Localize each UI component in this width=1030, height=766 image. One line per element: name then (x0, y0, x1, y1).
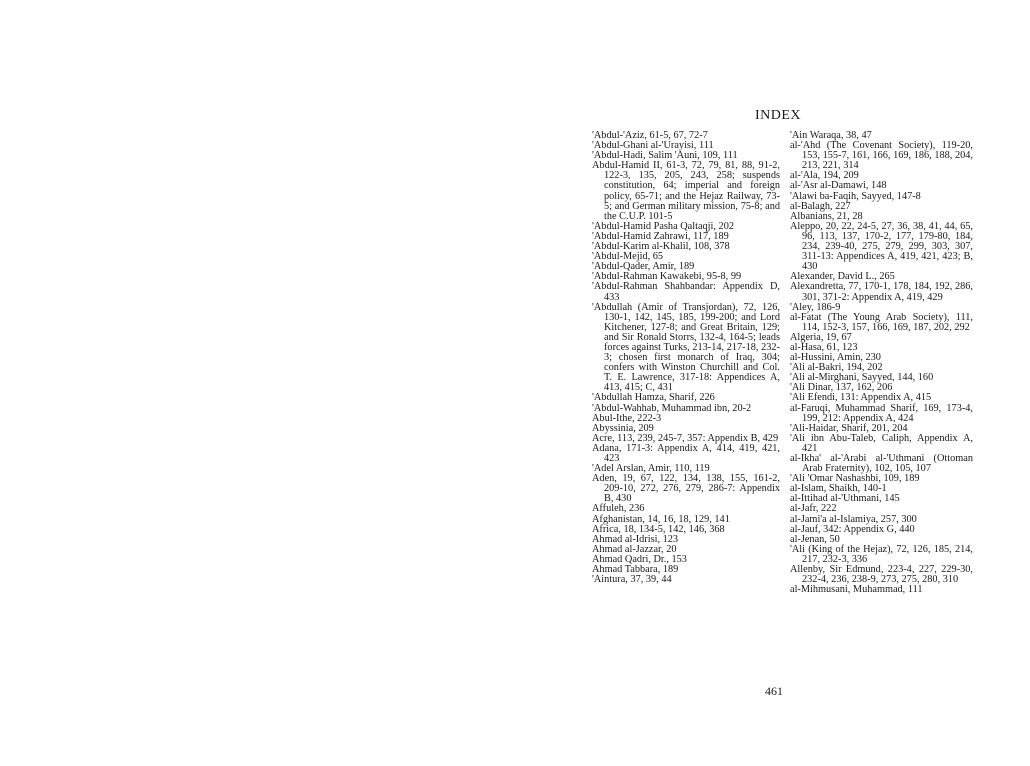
index-entry: Algeria, 19, 67 (790, 331, 852, 343)
index-entry: 'Abdul-Wahhab, Muhammad ibn, 20-2 (592, 402, 752, 414)
index-entry: 'Abdul-Rahman Shahbandar: Appendix D, 433 (592, 281, 780, 303)
index-entry: 'Ali al-Bakri, 194, 202 (790, 362, 883, 374)
index-column-left (592, 131, 780, 585)
index-entry: 'Alawi ba-Faqih, Sayyed, 147-8 (790, 190, 921, 202)
index-entry: Abyssinia, 209 (592, 422, 654, 434)
index-entry: Ahmad Tabbara, 189 (592, 564, 679, 576)
index-entry: 'Abdul-Ghani al-'Urayisi, 111 (592, 140, 714, 152)
index-entry: al-Fatat (The Young Arab Society), 111, 114, 152-3, 157, 166, 169, 187, 202, 292 (790, 311, 973, 333)
index-entry: Aden, 19, 67, 122, 134, 138, 155, 161-2, 209-10, 272, 276, 279, 286-7: Appendix B, 430 (592, 473, 780, 505)
page-number: 461 (765, 684, 783, 698)
index-entry: al-'Ala, 194, 209 (790, 170, 859, 182)
index-entry: al-Jenan, 50 (790, 533, 840, 545)
index-entry: al-'Ahd (The Covenant Society), 119-20, 153, 155-7, 161, 166, 169, 186, 188, 204, 213, 221, 314 (790, 140, 973, 172)
index-entry: 'Adel Arslan, Amir, 110, 119 (592, 463, 710, 475)
index-entry: 'Ali Dinar, 137, 162, 206 (790, 382, 893, 394)
index-column-right (790, 131, 973, 595)
index-entry: 'Abdul-Mejid, 65 (592, 251, 664, 263)
index-entry: al-Ikha' al-'Arabi al-'Uthmani (Ottoman Arab Fraternity), 102, 105, 107 (790, 453, 973, 475)
index-entry: 'Aintura, 37, 39, 44 (592, 574, 672, 586)
index-entry: al-Islam, Shaikh, 140-1 (790, 483, 887, 495)
index-entry: 'Abdul-Karim al-Khalil, 108, 378 (592, 241, 730, 253)
index-entry: 'Ain Waraqa, 38, 47 (790, 130, 872, 141)
page-title: INDEX (755, 108, 802, 123)
index-entry: al-Jafr, 222 (790, 503, 837, 515)
index-entry: Alexandretta, 77, 170-1, 178, 184, 192, 286, 301, 371-2: Appendix A, 419, 429 (790, 281, 973, 303)
index-entry: al-Hussini, Amin, 230 (790, 352, 881, 364)
index-entry: al-Hasa, 61, 123 (790, 341, 858, 353)
index-entry: al-'Asr al-Damawi, 148 (790, 180, 887, 192)
index-entry: Acre, 113, 239, 245-7, 357: Appendix B, 429 (592, 432, 779, 444)
index-entry: Ahmad al-Idrisi, 123 (592, 533, 679, 545)
index-entry: 'Ali-Haidar, Sharif, 201, 204 (790, 422, 908, 434)
index-entry: 'Ali ibn Abu-Taleb, Caliph, Appendix A, 421 (790, 432, 973, 454)
index-entry: Ahmad Qadri, Dr., 153 (592, 553, 687, 565)
index-entry: Alexander, David L., 265 (790, 271, 895, 283)
index-entry: Allenby, Sir Edmund, 223-4, 227, 229-30, 232-4, 236, 238-9, 273, 275, 280, 310 (790, 564, 973, 586)
index-entry: Affuleh, 236 (592, 503, 645, 515)
index-entry: 'Ali al-Mirghani, Sayyed, 144, 160 (790, 372, 934, 384)
index-entry: Abdul-Hamid II, 61-3, 72, 79, 81, 88, 91-2, 122-3, 135, 205, 243, 258; suspends constitution, 64; imperial and foreign policy, 65-71; and the Hejaz Railway, 73-5; and German military mission, 75-8; and the C.U.P. 101-5 (592, 160, 780, 222)
index-entry: Abul-Ithe, 222-3 (592, 412, 662, 424)
index-entry: al-Ittihad al-'Uthmani, 145 (790, 493, 900, 505)
index-entry: 'Abdul-Hadi, Salim 'Auni, 109, 111 (592, 150, 738, 162)
index-entry: Aleppo, 20, 22, 24-5, 27, 36, 38, 41, 44, 65, 96, 113, 137, 170-2, 177, 179-80, 184, 234, 239-40, 275, 279, 299, 303, 307, 311-13: Appendices A, 419, 421, 423; B, 430 (790, 220, 973, 273)
index-entry: 'Abdul-Qader, Amir, 189 (592, 261, 695, 273)
index-entry: 'Aley, 186-9 (790, 301, 841, 313)
index-entry: al-Jami'a al-Islamiya, 257, 300 (790, 513, 917, 525)
index-entry: 'Abdul-Hamid Zahrawi, 117, 189 (592, 230, 729, 242)
index-entry: Afghanistan, 14, 16, 18, 129, 141 (592, 513, 730, 525)
index-entry: al-Balagh, 227 (790, 200, 851, 212)
index-entry: Africa, 18, 134-5, 142, 146, 368 (592, 523, 725, 535)
index-entry: 'Abdul-Rahman Kawakebi, 95-8, 99 (592, 271, 742, 283)
index-entry: 'Ali Efendi, 131: Appendix A, 415 (790, 392, 932, 404)
index-entry: al-Faruqi, Muhammad Sharif, 169, 173-4, 199, 212: Appendix A, 424 (790, 402, 973, 424)
index-entry: al-Jauf, 342: Appendix G, 440 (790, 523, 915, 535)
index-entry: 'Abdul-Hamid Pasha Qaltaqji, 202 (592, 220, 734, 232)
index-entry: 'Abdullah (Amir of Transjordan), 72, 126, 130-1, 142, 145, 185, 199-200; and Lord Kitchener, 127-8; and Great Britain, 129; and Sir Ronald Storrs, 132-4, 164-5; leads forces against Turks, 213-14, 217-18, 232-3; chosen first monarch of Iraq, 304; confers with Winston Churchill and Col. T. E. Lawrence, 317-18: Appendices A, 413, 415; C, 431 (592, 301, 780, 394)
index-entry: 'Abdul-'Aziz, 61-5, 67, 72-7 (592, 130, 708, 141)
index-entry: 'Ali 'Omar Nashashbi, 109, 189 (790, 473, 920, 485)
index-entry: Albanians, 21, 28 (790, 210, 863, 222)
index-entry: al-Mihmusani, Muhammad, 111 (790, 584, 923, 596)
index-entry: 'Ali (King of the Hejaz), 72, 126, 185, 214, 217, 232-3, 336 (790, 543, 973, 565)
index-entry: Adana, 171-3: Appendix A, 414, 419, 421, 423 (592, 442, 780, 464)
index-entry: Ahmad al-Jazzar, 20 (592, 543, 677, 555)
index-entry: 'Abdullah Hamza, Sharif, 226 (592, 392, 715, 404)
